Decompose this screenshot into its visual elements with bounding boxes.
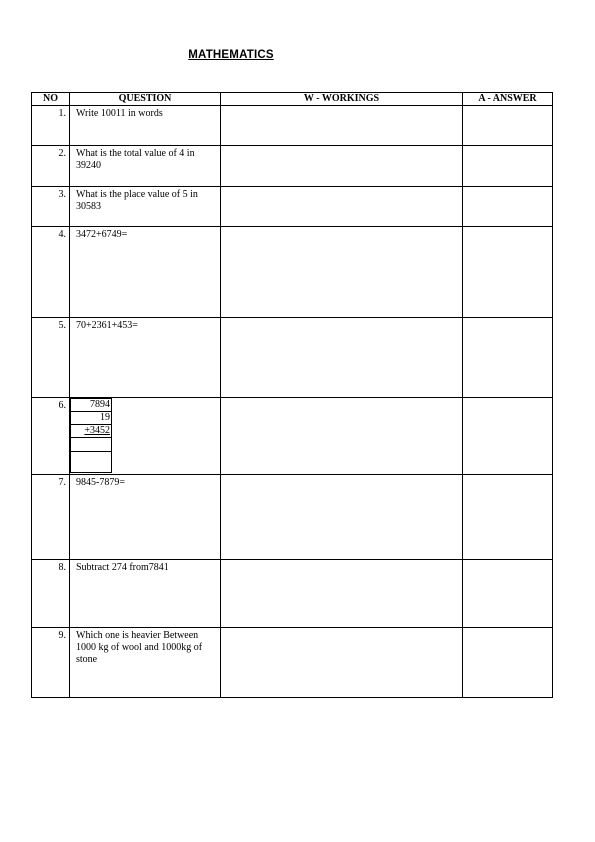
question-text: 70+2361+453=	[70, 318, 221, 398]
workings-cell[interactable]	[221, 560, 463, 628]
question-number: 4.	[32, 227, 70, 318]
table-row	[32, 398, 553, 475]
workings-cell[interactable]	[221, 475, 463, 560]
table-row	[32, 318, 553, 398]
question-text: What is the total value of 4 in 39240	[70, 146, 221, 187]
question-number: 3.	[32, 187, 70, 227]
answer-cell[interactable]	[463, 560, 553, 628]
sum-line: 19	[71, 412, 112, 425]
sum-spacer	[71, 438, 112, 452]
workings-cell[interactable]	[221, 106, 463, 146]
question-text: 3472+6749=	[70, 227, 221, 318]
question-number: 8.	[32, 560, 70, 628]
question-number: 1.	[32, 106, 70, 146]
question-number: 6.	[32, 398, 70, 475]
question-number: 2.	[32, 146, 70, 187]
question-text	[70, 398, 221, 475]
question-number: 5.	[32, 318, 70, 398]
table-row	[32, 628, 553, 698]
workings-cell[interactable]	[221, 318, 463, 398]
answer-cell[interactable]	[463, 187, 553, 227]
table-row	[32, 146, 553, 187]
question-text: Write 10011 in words	[70, 106, 221, 146]
answer-cell[interactable]	[463, 318, 553, 398]
question-text: What is the place value of 5 in 30583	[70, 187, 221, 227]
answer-cell[interactable]	[463, 106, 553, 146]
sum-line: 7894	[71, 399, 112, 412]
answer-cell[interactable]	[463, 146, 553, 187]
workings-cell[interactable]	[221, 187, 463, 227]
table-row	[32, 187, 553, 227]
question-table	[31, 92, 553, 698]
answer-cell[interactable]	[463, 475, 553, 560]
header-workings: W - WORKINGS	[221, 93, 463, 106]
table-row	[32, 106, 553, 146]
sum-answer-box[interactable]	[71, 452, 112, 473]
header-answer: A - ANSWER	[463, 93, 553, 106]
workings-cell[interactable]	[221, 227, 463, 318]
page-title: MATHEMATICS	[188, 49, 274, 61]
table-row	[32, 227, 553, 318]
question-text: Subtract 274 from7841	[70, 560, 221, 628]
sum-line: +3452	[71, 425, 112, 438]
header-no: NO	[32, 93, 70, 106]
answer-cell[interactable]	[463, 398, 553, 475]
question-number: 9.	[32, 628, 70, 698]
answer-cell[interactable]	[463, 628, 553, 698]
addition-sum	[70, 398, 112, 473]
answer-cell[interactable]	[463, 227, 553, 318]
workings-cell[interactable]	[221, 398, 463, 475]
question-number: 7.	[32, 475, 70, 560]
question-text: 9845-7879=	[70, 475, 221, 560]
table-row	[32, 560, 553, 628]
question-text: Which one is heavier Between 1000 kg of wool and 1000kg of stone	[70, 628, 221, 698]
header-row	[32, 93, 553, 106]
workings-cell[interactable]	[221, 146, 463, 187]
header-question: QUESTION	[70, 93, 221, 106]
workings-cell[interactable]	[221, 628, 463, 698]
table-row	[32, 475, 553, 560]
